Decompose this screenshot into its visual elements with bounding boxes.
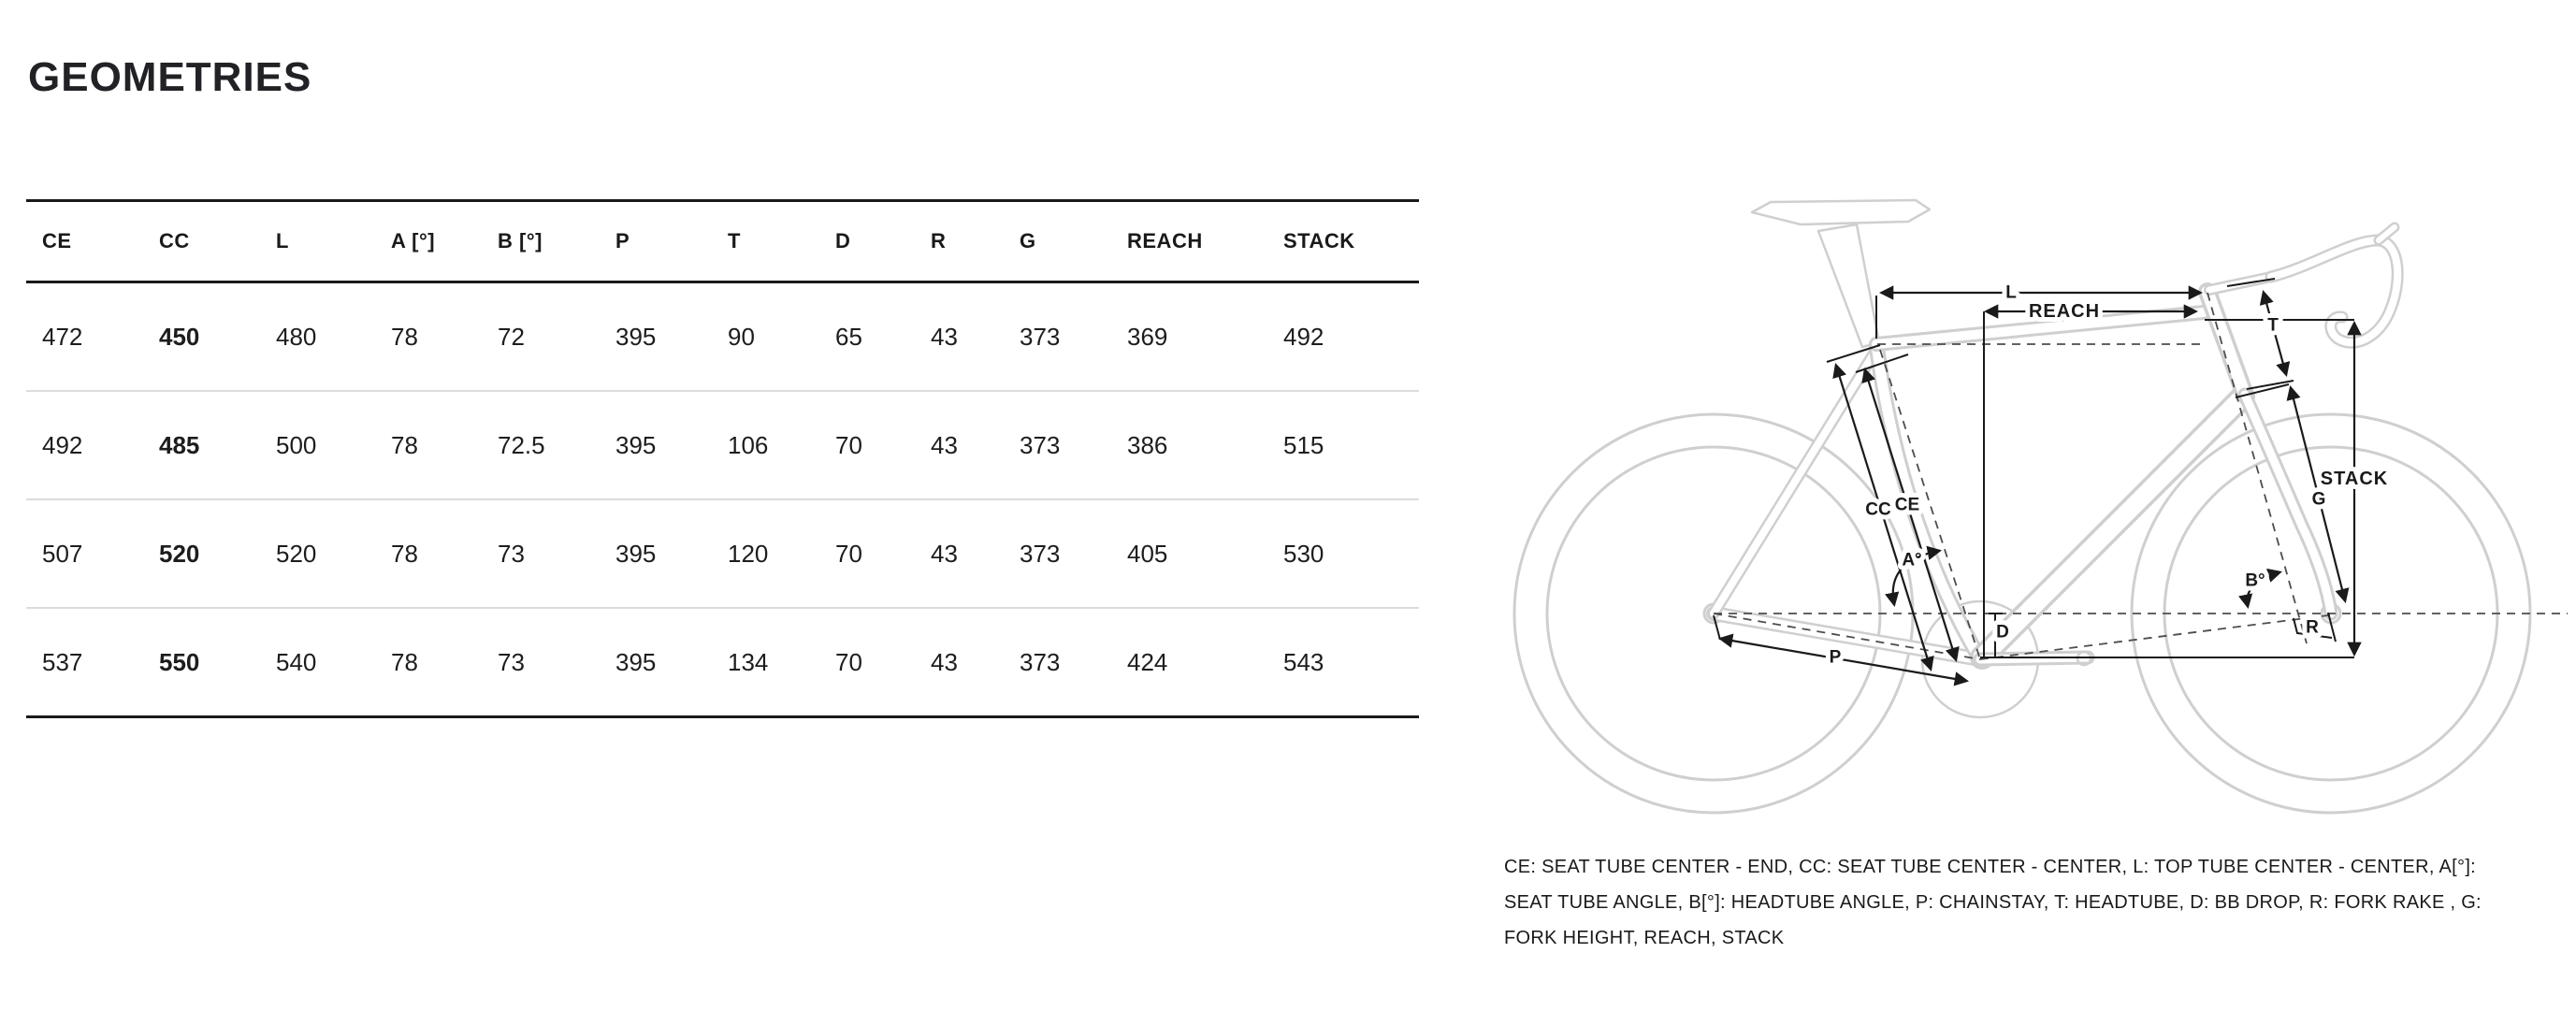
label-b-angle: B° (2245, 570, 2265, 591)
cell: 43 (931, 322, 958, 351)
cell: 73 (498, 647, 525, 676)
cell: 78 (391, 539, 418, 568)
reference-lines (1714, 293, 2568, 659)
header-b-deg: B [°] (498, 229, 543, 253)
seatpost (1818, 224, 1879, 347)
cell: 480 (276, 322, 317, 351)
cell: 530 (1283, 539, 1324, 568)
label-d: D (1996, 622, 2009, 642)
table-row (26, 500, 1419, 609)
cell: 395 (615, 539, 657, 568)
header-g: G (1020, 229, 1036, 253)
bike-geometry-diagram (1497, 131, 2576, 851)
label-t: T (2267, 315, 2279, 336)
cell: 78 (391, 430, 418, 459)
table-row (26, 283, 1419, 392)
page-title: GEOMETRIES (28, 54, 312, 100)
cell: 424 (1127, 647, 1168, 676)
table-header-row (26, 202, 1419, 283)
cell: 70 (835, 539, 862, 568)
label-r: R (2306, 617, 2319, 638)
diagram-caption: CE: SEAT TUBE CENTER - END, CC: SEAT TUBE CENTER - CENTER, L: TOP TUBE CENTER - CENTER, A[°]: SEAT TUBE ANGLE, B[°]: HEADTUBE ANGLE, P: CHAINSTAY, T: HEADTUBE, D: BB DROP, R: FORK RAKE , G: FORK HEIGHT, REACH, STACK (1504, 857, 2482, 948)
cell: 537 (42, 647, 83, 676)
cell: 120 (728, 539, 769, 568)
cell: 472 (42, 322, 83, 351)
cell: 73 (498, 539, 525, 568)
cell: 515 (1283, 430, 1324, 459)
cell: 43 (931, 647, 958, 676)
cell: 72 (498, 322, 525, 351)
cell: 520 (159, 539, 200, 568)
table-row (26, 609, 1419, 718)
cell: 369 (1127, 322, 1168, 351)
cell: 386 (1127, 430, 1168, 459)
label-a-angle: A° (1902, 550, 1922, 570)
label-stack: STACK (2320, 469, 2389, 489)
cell: 540 (276, 647, 317, 676)
cell: 500 (276, 430, 317, 459)
cell: 70 (835, 647, 862, 676)
label-l: L (2005, 282, 2017, 303)
cell: 485 (159, 430, 200, 459)
cell: 450 (159, 322, 200, 351)
header-p: P (615, 229, 630, 253)
cell: 90 (728, 322, 755, 351)
cell: 134 (728, 647, 769, 676)
cell: 395 (615, 322, 657, 351)
cell: 78 (391, 647, 418, 676)
cell: 373 (1020, 539, 1061, 568)
geometry-table (26, 199, 1419, 718)
bike-frame (1714, 200, 2397, 717)
header-ce: CE (42, 229, 72, 253)
cell: 543 (1283, 647, 1324, 676)
cell: 78 (391, 322, 418, 351)
header-t: T (728, 229, 741, 253)
label-ce: CE (1894, 495, 1920, 515)
cell: 550 (159, 647, 200, 676)
header-reach: REACH (1127, 229, 1203, 253)
header-r: R (931, 229, 947, 253)
cell: 43 (931, 539, 958, 568)
cell: 43 (931, 430, 958, 459)
label-p: P (1829, 647, 1842, 668)
cell: 70 (835, 430, 862, 459)
cell: 492 (1283, 322, 1324, 351)
header-a-deg: A [°] (391, 229, 436, 253)
cell: 395 (615, 647, 657, 676)
cell: 72.5 (498, 430, 545, 459)
table-row (26, 392, 1419, 500)
label-cc: CC (1865, 499, 1891, 520)
cell: 395 (615, 430, 657, 459)
cell: 106 (728, 430, 769, 459)
cell: 405 (1127, 539, 1168, 568)
cell: 373 (1020, 647, 1061, 676)
label-g: G (2311, 489, 2326, 510)
saddle (1752, 200, 1930, 224)
cell: 65 (835, 322, 862, 351)
header-stack: STACK (1283, 229, 1355, 253)
header-l: L (276, 229, 289, 253)
cell: 373 (1020, 430, 1061, 459)
label-reach: REACH (2028, 301, 2101, 322)
cell: 507 (42, 539, 83, 568)
cell: 373 (1020, 322, 1061, 351)
cell: 520 (276, 539, 317, 568)
header-cc: CC (159, 229, 190, 253)
cell: 492 (42, 430, 83, 459)
header-d: D (835, 229, 851, 253)
